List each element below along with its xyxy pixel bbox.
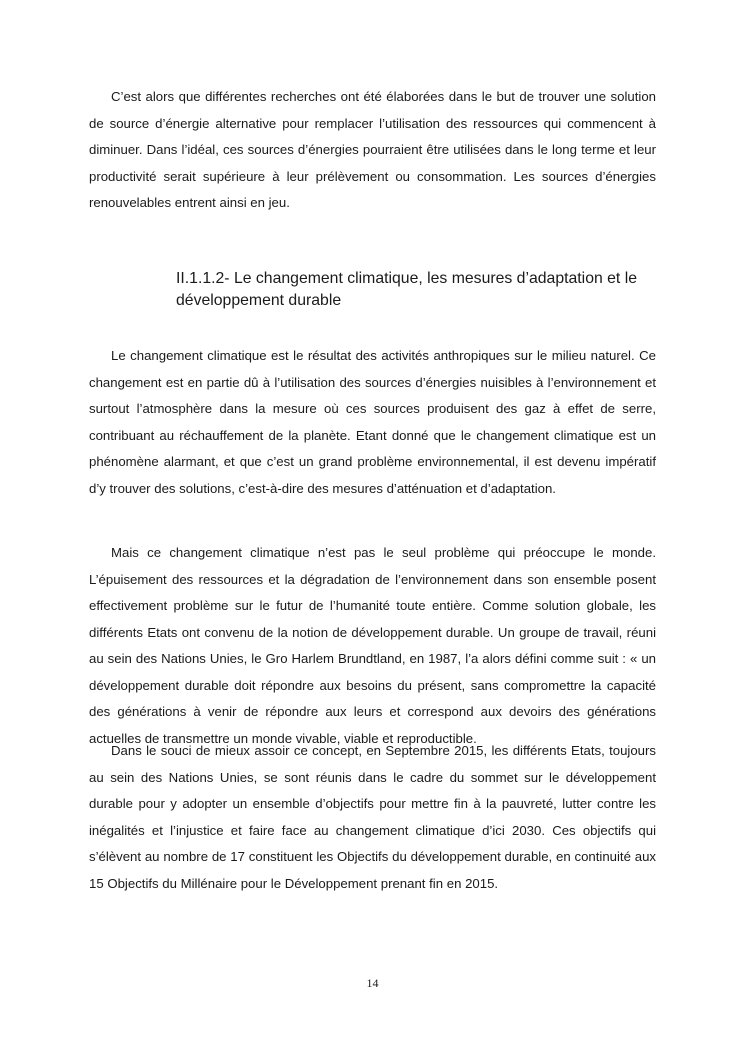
paragraph-climate-change: Le changement climatique est le résultat des activités anthropiques sur le milieu naturel. Ce changement est en partie dû à l’utilisation des sources d’énergies nuisibles à l’environnement et surtout l’atmosphère dans la mesure où ces sources produisent des gaz à effet de serre, contribuant au réchauffement de la planète. Etant donné que le changement climatique est un phénomène alarmant, et que c’est un grand problème environnemental, il est devenu impératif d’y trouver des solutions, c’est-à-dire des mesures d’atténuation et d’adaptation. — [89, 348, 656, 496]
page-number: 14 — [366, 976, 379, 990]
paragraph-sustainable-development: Mais ce changement climatique n’est pas le seul problème qui préoccupe le monde. L’épuisement des ressources et la dégradation de l’environnement dans son ensemble posent effectivement problème sur le futur de l’humanité toute entière. Comme solution globale, les différents Etats ont convenu de la notion de développement durable. Un groupe de travail, réuni au sein des Nations Unies, le Gro Harlem Brundtland, en 1987, l’a alors défini comme suit : « un développement durable doit répondre aux besoins du présent, sans compromettre la capacité des générations à venir de répondre aux leurs et correspond aux devoirs des générations actuelles de transmettre un monde vivable, viable et reproductible. — [89, 545, 656, 746]
section-heading: II.1.1.2- Le changement climatique, les mesures d’adaptation et le développement durable — [176, 270, 638, 309]
paragraph-sdg: Dans le souci de mieux assoir ce concept, en Septembre 2015, les différents Etats, toujours au sein des Nations Unies, se sont réunis dans le cadre du sommet sur le développement durable pour y adopter un ensemble d’objectifs pour mettre fin à la pauvreté, lutter contre les inégalités et l’injustice et faire face au changement climatique d’ici 2030. Ces objectifs qui s’élèvent au nombre de 17 constituent les Objectifs du développement durable, en continuité aux 15 Objectifs du Millénaire pour le Développement prenant fin en 2015. — [89, 743, 656, 891]
paragraph-renewable-energy: C’est alors que différentes recherches ont été élaborées dans le but de trouver une solution de source d’énergie alternative pour remplacer l’utilisation des ressources qui commencent à diminuer. Dans l’idéal, ces sources d’énergies pourraient être utilisées dans le long terme et leur productivité serait supérieure à leur prélèvement ou consommation. Les sources d’énergies renouvelables entrent ainsi en jeu. — [89, 89, 656, 210]
